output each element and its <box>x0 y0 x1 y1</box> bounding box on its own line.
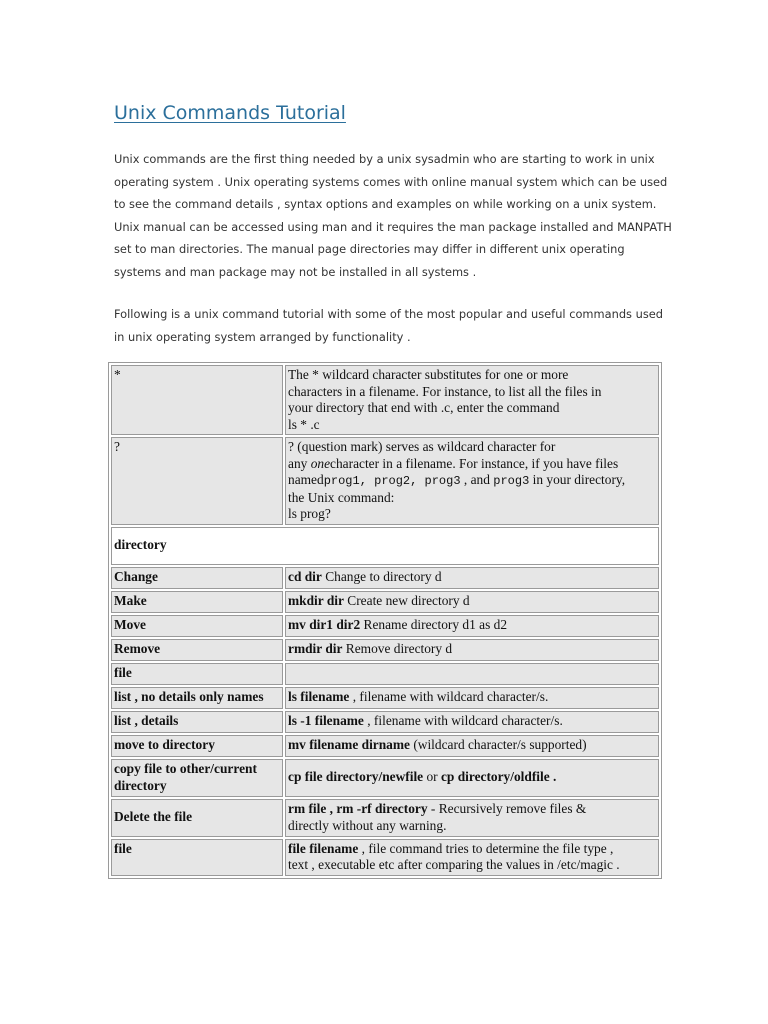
row-command-cell <box>285 567 659 589</box>
wildcard-symbol: ? <box>111 437 283 525</box>
row-label: Make <box>111 591 283 613</box>
row-command-cell <box>285 839 659 876</box>
command-description: Remove directory d <box>342 641 453 657</box>
description-text: named <box>288 472 324 487</box>
command-description: , filename with wildcard character/s. <box>363 713 563 729</box>
command-text: cp file directory/newfile <box>288 769 424 785</box>
table-row-delete-file <box>111 799 659 837</box>
command-text: cd dir <box>288 569 322 585</box>
row-label: move to directory <box>111 735 283 757</box>
row-label: Move <box>111 615 283 637</box>
row-command-cell <box>285 735 659 757</box>
empty-cell <box>285 663 659 685</box>
command-text: mkdir dir <box>288 593 344 609</box>
row-label: Change <box>111 567 283 589</box>
table-row-remove <box>111 639 659 661</box>
section-title: file <box>111 663 283 685</box>
row-command-cell <box>285 687 659 709</box>
command-text: rmdir dir <box>288 641 343 657</box>
table-row-list-details <box>111 711 659 733</box>
description-line: the Unix command: <box>288 489 395 505</box>
table-row-wildcard-question <box>111 437 659 525</box>
command-description: text , executable etc after comparing the values in /etc/magic . <box>288 857 620 872</box>
command-description: Change to directory d <box>321 569 442 585</box>
description-line: ls * .c <box>288 416 320 432</box>
description-line: The * wildcard character substitutes for one or more <box>288 367 569 382</box>
description-text: character in a filename. For instance, if you have files <box>330 455 619 471</box>
command-text: rm file , rm -rf directory <box>288 801 428 816</box>
command-description: (wildcard character/s supported) <box>409 737 587 753</box>
row-command-cell <box>285 591 659 613</box>
section-header-directory <box>111 527 659 565</box>
wildcard-description <box>285 437 659 525</box>
row-label: list , no details only names <box>111 687 283 709</box>
section-title: directory <box>111 527 659 565</box>
tutorial-description: Following is a unix command tutorial with some of the most popular and useful commands used in unix operating system arranged by functionality . <box>114 307 663 344</box>
command-description: - Recursively remove files & <box>427 801 587 816</box>
command-description: , file command tries to determine the file type , <box>358 840 614 856</box>
command-description: Rename directory d1 as d2 <box>360 617 508 633</box>
row-label: Remove <box>111 639 283 661</box>
row-label: file <box>111 839 283 876</box>
description-line: ls prog? <box>288 506 331 521</box>
emphasis-text: one <box>310 455 331 471</box>
command-description: or <box>423 769 441 785</box>
command-text: ls -1 filename <box>288 713 364 729</box>
command-text: file filename <box>288 840 359 856</box>
table-row-file-command <box>111 839 659 876</box>
section-header-file <box>111 663 659 685</box>
row-command-cell <box>285 711 659 733</box>
description-text: in your directory, <box>529 472 626 487</box>
description-line: characters in a filename. For instance, to list all the files in <box>288 383 602 399</box>
commands-table <box>108 362 662 879</box>
table-row-move-to-directory <box>111 735 659 757</box>
wildcard-description <box>285 365 659 435</box>
description-line: your directory that end with .c, enter the command <box>288 400 560 415</box>
row-label: copy file to other/current directory <box>111 759 283 797</box>
description-text: , and <box>460 472 494 487</box>
intro-paragraph: Unix commands are the first thing needed by a unix sysadmin who are starting to work in unix operating system . Unix operating systems comes with online manual system which can be used to see the command details , syntax options and examples on while working on a unix system. Unix manual can be accessed using man and it requires the man package installed and MANPATH set to man directories. The manual page directories may differ in different unix operating systems and man package may not be installed in all systems . <box>114 152 672 279</box>
table-row-copy-file <box>111 759 659 797</box>
command-description: Create new directory d <box>343 593 470 609</box>
table-row-change <box>111 567 659 589</box>
command-text: mv filename dirname <box>288 737 410 753</box>
table-row-list-names <box>111 687 659 709</box>
command-text: mv dir1 dir2 <box>288 617 361 633</box>
code-file-names: prog1, prog2, prog3 <box>323 474 461 488</box>
table-row-wildcard-star <box>111 365 659 435</box>
description-line: ? (question mark) serves as wildcard character for <box>288 439 556 454</box>
row-command-cell <box>285 799 659 837</box>
row-label: Delete the file <box>111 799 283 837</box>
command-description: directly without any warning. <box>288 817 447 833</box>
command-text: ls filename <box>288 689 350 705</box>
command-description: , filename with wildcard character/s. <box>349 689 549 705</box>
table-row-move <box>111 615 659 637</box>
row-label: list , details <box>111 711 283 733</box>
command-text: cp directory/oldfile . <box>440 769 557 785</box>
table-row-make <box>111 591 659 613</box>
description-text: any <box>288 455 311 471</box>
row-command-cell <box>285 615 659 637</box>
code-file-name: prog3 <box>493 474 530 488</box>
wildcard-symbol: * <box>111 365 283 435</box>
row-command-cell <box>285 639 659 661</box>
page-title: Unix Commands Tutorial <box>114 102 346 124</box>
row-command-cell <box>285 759 659 797</box>
